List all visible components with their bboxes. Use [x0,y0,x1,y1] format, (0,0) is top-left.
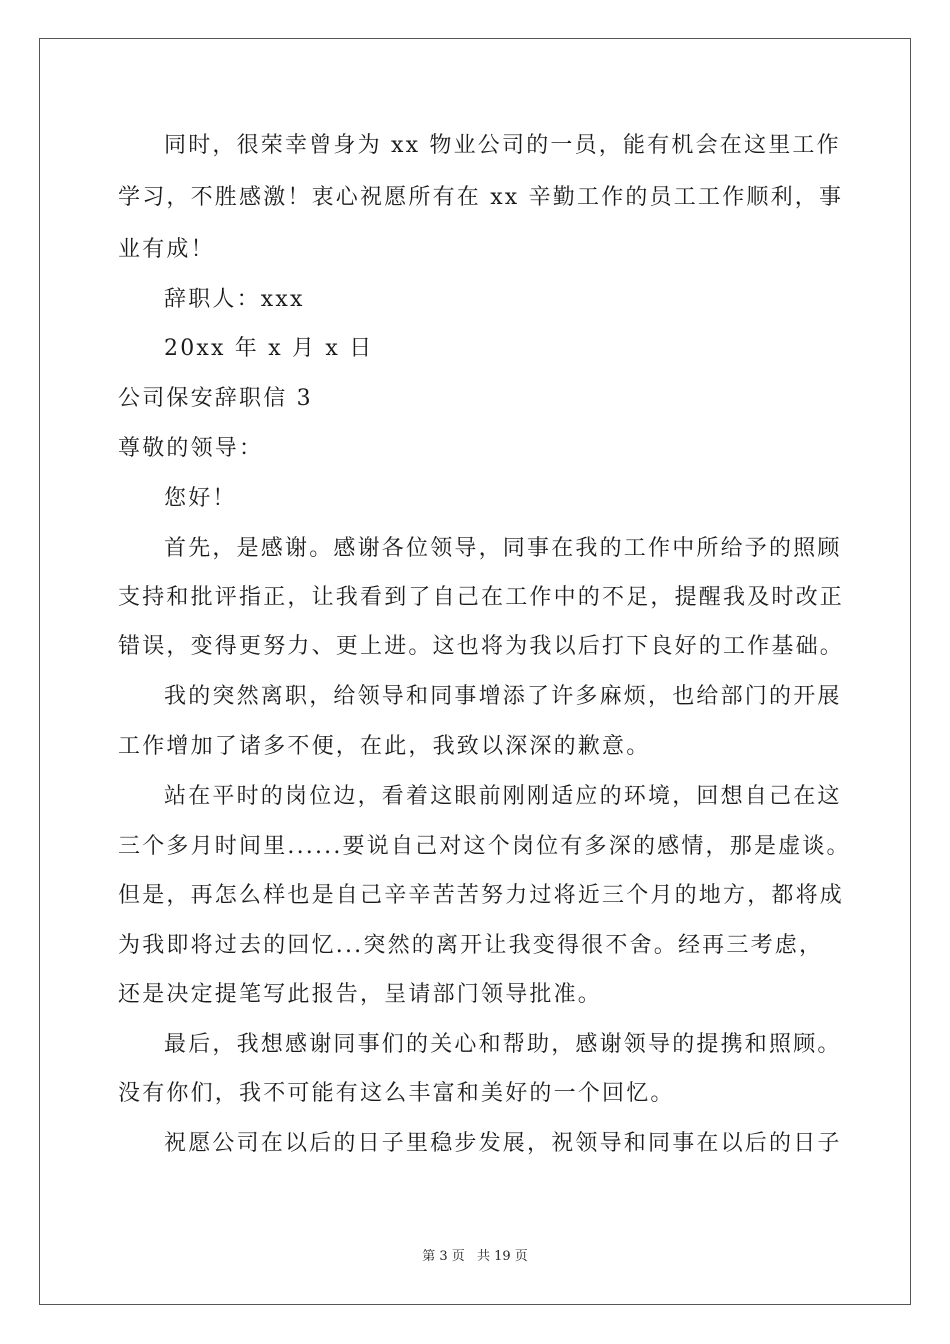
paragraph-line: 学习，不胜感激！衷心祝愿所有在 xx 辛勤工作的员工工作顺利，事 [118,185,844,210]
paragraph-line: 错误，变得更努力、更上进。这也将为我以后打下良好的工作基础。 [118,634,845,659]
paragraph-line: 最后，我想感谢同事们的关心和帮助，感谢领导的提携和照顾。 [164,1032,842,1057]
paragraph-line: 工作增加了诸多不便，在此，我致以深深的歉意。 [118,734,651,759]
salutation: 尊敬的领导： [118,436,264,461]
paragraph-line: 祝愿公司在以后的日子里稳步发展，祝领导和同事在以后的日子 [164,1131,842,1156]
page-number-total: 共 19 页 [476,1249,528,1264]
paragraph-line: 三个多月时间里......要说自己对这个岗位有多深的感情，那是虚谈。 [118,834,851,859]
signature-date: 20xx 年 x 月 x 日 [164,336,374,361]
paragraph-line: 首先，是感谢。感谢各位领导，同事在我的工作中所给予的照顾 [164,536,842,561]
paragraph-line: 为我即将过去的回忆...突然的离开让我变得很不舍。经再三考虑， [118,933,824,958]
paragraph-line: 站在平时的岗位边，看着这眼前刚刚适应的环境，回想自己在这 [164,784,842,809]
page-footer [0,1245,950,1264]
paragraph-line: 业有成！ [118,237,215,262]
page-number-current: 第 3 页 [422,1249,465,1264]
signature-name: 辞职人：xxx [164,287,305,312]
greeting: 您好！ [164,486,237,511]
paragraph-line: 我的突然离职，给领导和同事增添了许多麻烦，也给部门的开展 [164,684,842,709]
paragraph-line: 没有你们，我不可能有这么丰富和美好的一个回忆。 [118,1081,675,1106]
paragraph-line: 还是决定提笔写此报告，呈请部门领导批准。 [118,982,603,1007]
section-title: 公司保安辞职信 3 [118,386,313,411]
paragraph-line: 支持和批评指正，让我看到了自己在工作中的不足，提醒我及时改正 [118,585,845,610]
page-border [39,38,911,1305]
paragraph-line: 但是，再怎么样也是自己辛辛苦苦努力过将近三个月的地方，都将成 [118,883,845,908]
paragraph-line: 同时，很荣幸曾身为 xx 物业公司的一员，能有机会在这里工作 [164,133,841,158]
